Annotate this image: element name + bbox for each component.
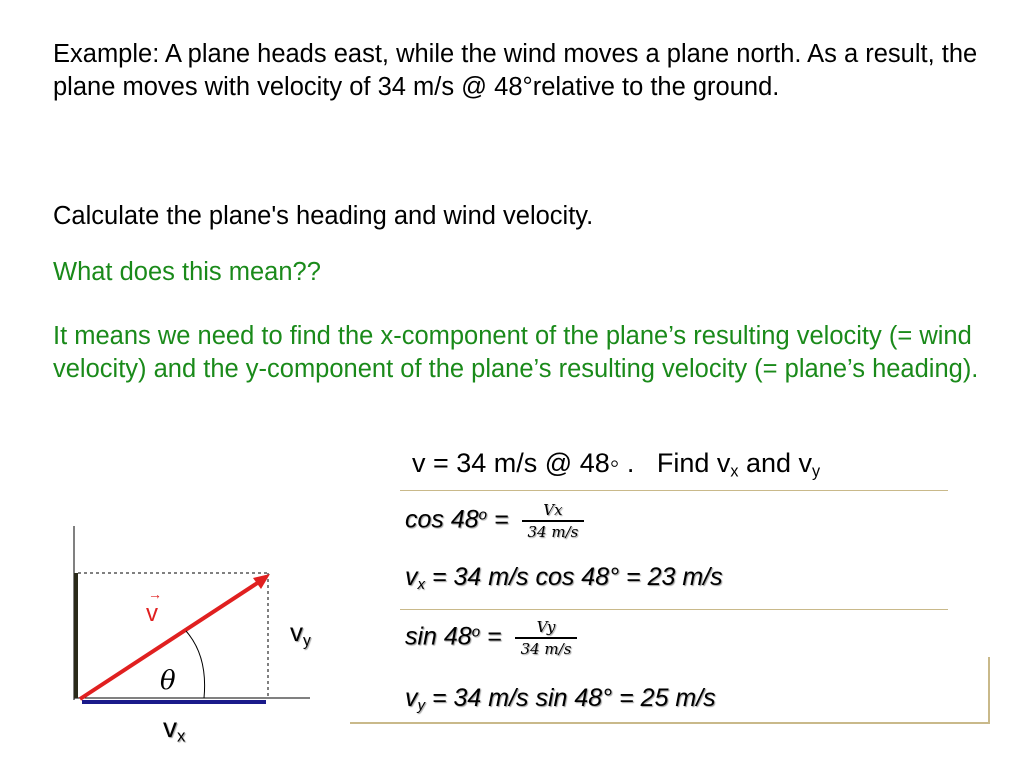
- given-text: v = 34 m/s @ 48◦ .: [412, 448, 635, 478]
- angle-arc: [186, 631, 205, 698]
- cos-lhs: cos 48: [405, 505, 479, 534]
- vy-result: = 34 m/s sin 48° = 25 m/s: [425, 684, 716, 712]
- cos-fraction: [522, 500, 585, 542]
- vy-label-sub: y: [303, 632, 311, 650]
- vy-equation: [405, 684, 716, 714]
- vx-equation: [405, 563, 723, 593]
- sin-lhs: sin 48: [405, 622, 472, 651]
- cos-equation: [405, 500, 584, 542]
- given-find-line: [412, 448, 820, 487]
- vx-symbol: v: [405, 563, 418, 591]
- vx-label: [163, 712, 185, 747]
- vy-label-v: v: [290, 617, 303, 647]
- vx-label-sub: x: [177, 726, 186, 746]
- sin-fraction: [515, 617, 578, 659]
- theta-label: θ: [160, 666, 176, 696]
- bracket-bottom-line: [350, 722, 990, 724]
- cos-degree: o: [478, 506, 488, 524]
- cos-denominator: 34 m/s: [527, 523, 579, 541]
- vx-result: = 34 m/s cos 48° = 23 m/s: [425, 563, 723, 591]
- question-text: What does this mean??: [53, 258, 321, 286]
- cos-equals: =: [487, 505, 516, 534]
- problem-statement: Example: A plane heads east, while the wind moves a plane north. As a result, the plane moves with velocity of 34 m/s @ 48°relative to the ground.: [53, 40, 978, 101]
- vector-arrow-icon: →: [148, 586, 162, 602]
- vy-symbol: v: [405, 684, 418, 712]
- vector-diagram: [60, 518, 320, 708]
- sin-numerator: Vy: [515, 617, 578, 639]
- find-y-sub: y: [812, 462, 821, 481]
- sin-equals: =: [480, 622, 509, 651]
- sin-equation: [405, 617, 577, 659]
- find-and-text: and v: [738, 448, 813, 478]
- vy-sub: y: [417, 697, 425, 715]
- cos-numerator: Vx: [522, 500, 585, 522]
- sin-degree: o: [471, 623, 481, 641]
- problem-task: Calculate the plane's heading and wind velocity.: [53, 202, 594, 230]
- explanation-text: It means we need to find the x-component of the plane’s resulting velocity (= wind velocity) and the y-component of the plane’s resulting velocity (= plane’s heading).: [53, 322, 979, 383]
- separator-line: [400, 609, 948, 610]
- vx-label-v: v: [163, 712, 177, 743]
- v-vector-label: v: [146, 600, 158, 627]
- bracket-right-line: [988, 657, 990, 724]
- separator-line: [400, 490, 948, 491]
- velocity-arrowhead: [253, 574, 270, 589]
- find-text: Find v: [656, 448, 731, 478]
- sin-denominator: 34 m/s: [520, 640, 572, 658]
- vx-sub: x: [417, 576, 425, 594]
- vy-label: [290, 617, 311, 650]
- find-x-sub: x: [730, 462, 739, 481]
